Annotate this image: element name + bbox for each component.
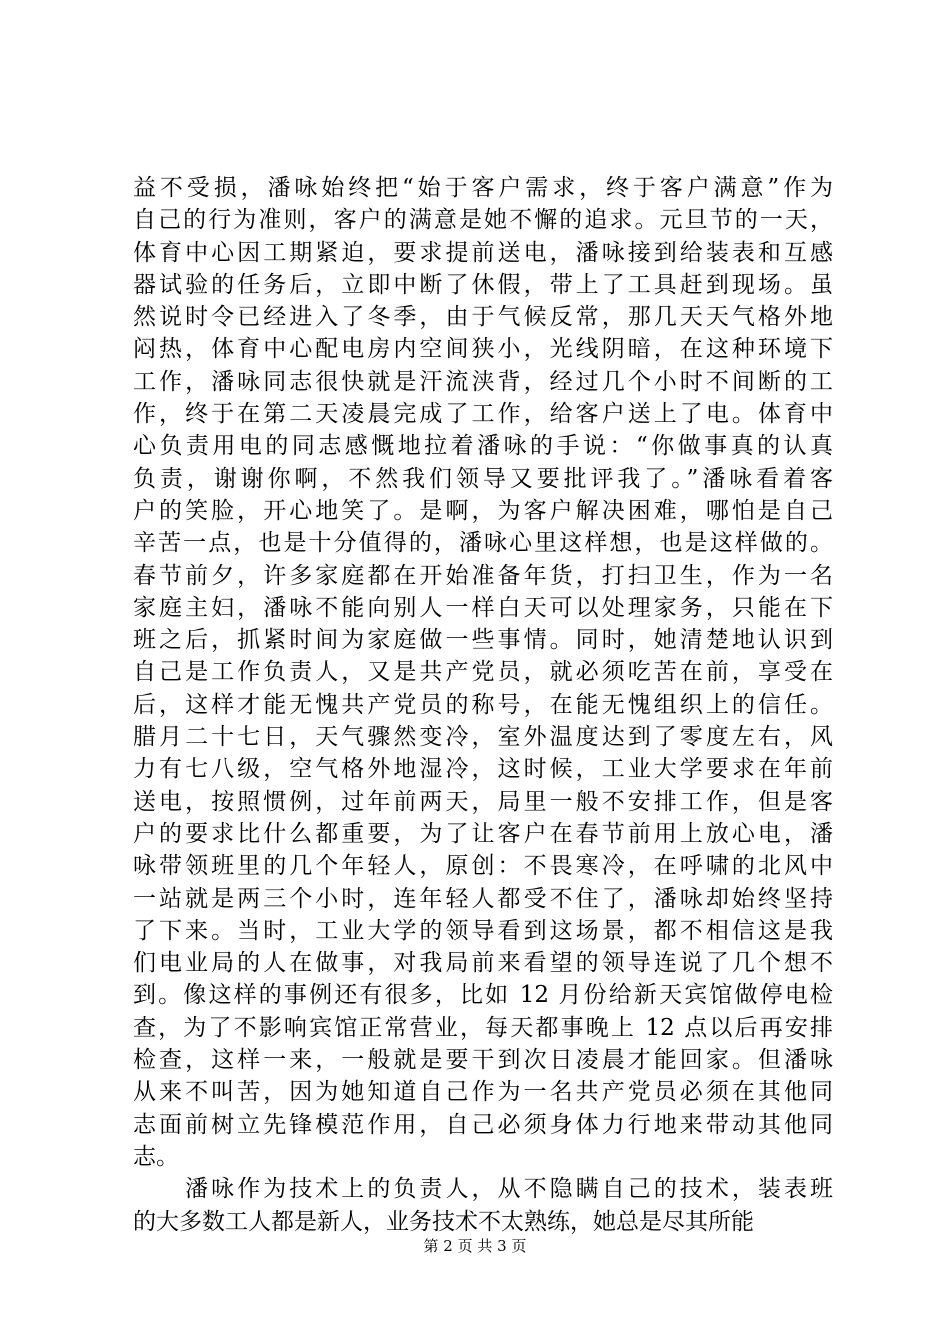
text-line: 工作，潘咏同志很快就是汗流浃背，经过几个小时不间断的工: [133, 368, 833, 395]
text-line: 心负责用电的同志感慨地拉着潘咏的手说：“你做事真的认真: [133, 433, 833, 460]
text-line: 了下来。当时，工业大学的领导看到这场景，都不相信这是我: [133, 917, 833, 944]
text-line: 查，为了不影响宾馆正常营业，每天都事晚上 12 点以后再安排: [133, 1014, 833, 1041]
text-line: 辛苦一点，也是十分值得的，潘咏心里这样想，也是这样做的。: [133, 530, 833, 557]
text-line: 们电业局的人在做事，对我局前来看望的领导连说了几个想不: [133, 950, 833, 977]
text-line: 户的要求比什么都重要，为了让客户在春节前用上放心电，潘: [133, 820, 833, 847]
text-line: 咏带领班里的几个年轻人，原创：不畏寒冷，在呼啸的北风中: [133, 853, 833, 880]
text-line: 一站就是两三个小时，连年轻人都受不住了，潘咏却始终坚持: [133, 885, 833, 912]
text-line: 志。: [133, 1143, 179, 1170]
text-line: 作，终于在第二天凌晨完成了工作，给客户送上了电。体育中: [133, 401, 833, 428]
text-line: 力有七八级，空气格外地湿冷，这时候，工业大学要求在年前: [133, 756, 833, 783]
text-line: 闷热，体育中心配电房内空间狭小，光线阴暗，在这种环境下: [133, 336, 833, 363]
text-line: 潘咏作为技术上的负责人，从不隐瞒自己的技术，装表班: [133, 1176, 833, 1203]
text-line: 检查，这样一来，一般就是要干到次日凌晨才能回家。但潘咏: [133, 1047, 833, 1074]
text-line: 然说时令已经进入了冬季，由于气候反常，那几天天气格外地: [133, 304, 833, 331]
text-line: 器试验的任务后，立即中断了休假，带上了工具赶到现场。虽: [133, 271, 833, 298]
text-line: 到。像这样的事例还有很多，比如 12 月份给新天宾馆做停电检: [133, 982, 833, 1009]
text-line: 负责，谢谢你啊，不然我们领导又要批评我了。”潘咏看着客: [133, 465, 833, 492]
text-line: 自己是工作负责人，又是共产党员，就必须吃苦在前，享受在: [133, 659, 833, 686]
text-line: 户的笑脸，开心地笑了。是啊，为客户解决困难，哪怕是自己: [133, 497, 833, 524]
text-line: 家庭主妇，潘咏不能向别人一样白天可以处理家务，只能在下: [133, 594, 833, 621]
text-line: 志面前树立先锋模范作用，自己必须身体力行地来带动其他同: [133, 1111, 833, 1138]
text-line: 送电，按照惯例，过年前两天，局里一般不安排工作，但是客: [133, 788, 833, 815]
body-text: [133, 172, 833, 1238]
text-line: 腊月二十七日，天气骤然变冷，室外温度达到了零度左右，风: [133, 724, 833, 751]
text-line: 体育中心因工期紧迫，要求提前送电，潘咏接到给装表和互感: [133, 239, 833, 266]
text-line: 从来不叫苦，因为她知道自己作为一名共产党员必须在其他同: [133, 1079, 833, 1106]
text-line: 益不受损，潘咏始终把“始于客户需求，终于客户满意”作为: [133, 175, 833, 201]
text-line: 自己的行为准则，客户的满意是她不懈的追求。元旦节的一天，: [133, 207, 833, 234]
page-footer: 第 2 页 共 3 页: [423, 1237, 527, 1255]
text-line: 春节前夕，许多家庭都在开始准备年货，打扫卫生，作为一名: [133, 562, 833, 589]
text-line: 的大多数工人都是新人，业务技术不太熟练，她总是尽其所能: [133, 1208, 754, 1235]
text-line: 后，这样才能无愧共产党员的称号，在能无愧组织上的信任。: [133, 691, 833, 718]
text-line: 班之后，抓紧时间为家庭做一些事情。同时，她清楚地认识到: [133, 627, 833, 654]
